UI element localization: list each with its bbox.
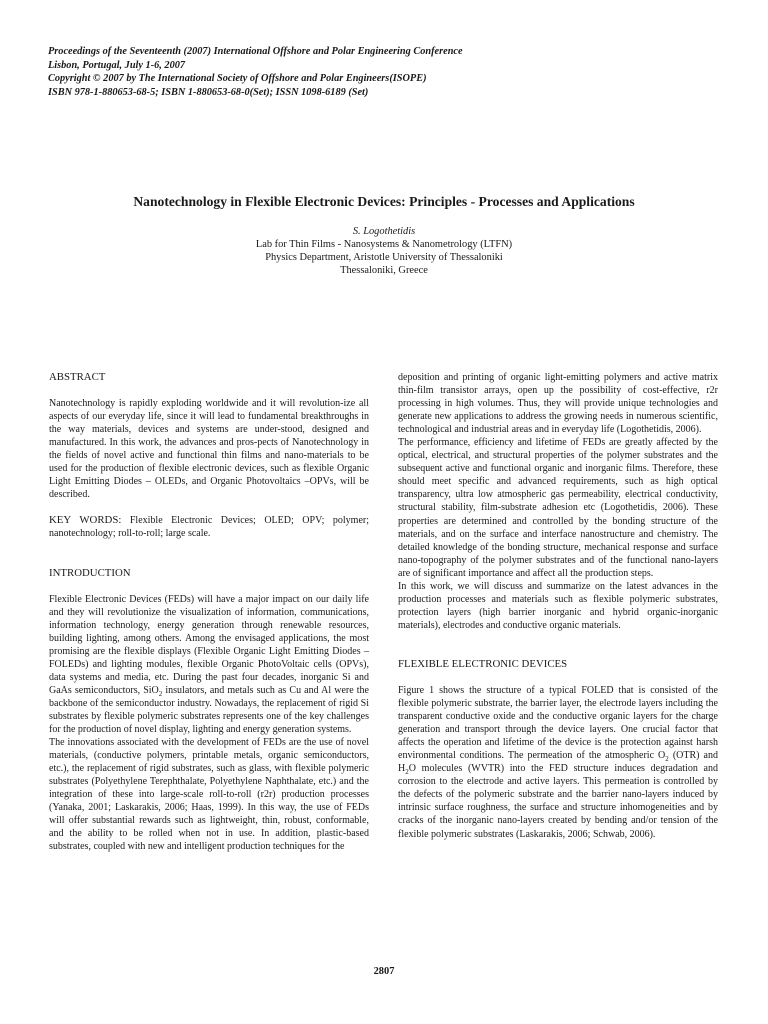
left-column <box>49 371 369 854</box>
right-paragraph-1: deposition and printing of organic light-emitting polymers and active matrix thin-film transistor arrays, open up the possibility of cost-effective, r2r processing in high volumes. Thus, they will provide unique technologies and generate new applications to address the growing needs in numerous scientific, technological and industrial areas and in everyday life (Logothetidis, 2006). <box>398 372 718 436</box>
author-name: S. Logothetidis <box>352 226 416 237</box>
fed-paragraph-1 <box>398 684 718 841</box>
author-affiliation-department: Physics Department, Aristotle University of Thessaloniki <box>265 252 503 263</box>
introduction-heading: INTRODUCTION <box>49 566 131 579</box>
author-block <box>0 225 768 277</box>
keywords-label: KEY WORDS: <box>49 514 122 527</box>
header-line-isbn: ISBN 978-1-880653-68-5; ISBN 1-880653-68-0(Set); ISSN 1098-6189 (Set) <box>48 86 369 98</box>
right-column <box>398 371 718 841</box>
keywords-paragraph <box>49 514 369 540</box>
header-line-conference: Proceedings of the Seventeenth (2007) International Offshore and Polar Engineering Conference <box>48 46 463 57</box>
abstract-heading: ABSTRACT <box>49 371 106 383</box>
author-affiliation-city: Thessaloniki, Greece <box>340 265 428 276</box>
fed-p1-subscript-o2: 2 <box>665 755 669 764</box>
fed-p1-text-b: (OTR) and H <box>398 750 718 775</box>
right-paragraph-2: The performance, efficiency and lifetime of FEDs are greatly affected by the optical, electrical, and structural properties of the polymer substrates and the subsequent active and functional organic and inorganic films. Therefore, these should meet specific and advanced requirements, such as high optical transparency, ultra low atmospheric gas permeability, electrical conductivity, structural stability, film-substrate adhesion etc (Logothetidis, 2006). These properties are determined and controlled by the bonding structure of the materials, and on the surface and interface nanostructure and chemistry. The detailed knowledge of the bonding structure, mechanical response and surface nano-topography of the polymer substrates and of the functional nano-layers are of significant importance and affect all the production steps. <box>398 437 718 579</box>
fed-p1-text-a: Figure 1 shows the structure of a typical FOLED that is consisted of the flexible polymeric substrate, the barrier layer, the electrode layers including the transparent conductive oxide and the conductive organic layers for the charge generation and transport through the device layers. One crucial factor that affects the operation and lifetime of the device is the protection against harsh environmental conditions. The permeation of the atmospheric O <box>398 684 718 762</box>
fed-p1-text-c: O molecules (WVTR) into the FED structure induces degradation and corrosion to the electrode and active layers. This permeation is controlled by the defects of the polymeric substrate and the barrier nano-layers induced by intrinsic surface roughness, the surface and structure inhomogeneities and by cracks of the inorganic nano-layers created by bending and/or tension of the flexible polymeric substrates (Laskarakis, 2006; Schwab, 2006). <box>398 763 718 840</box>
intro-paragraph-2: The innovations associated with the development of FEDs are the use of novel materials, (conductive polymers, printable metals, organic semiconductors, etc.), the replacement of rigid substrates, such as glass, with flexible polymeric substrates (Polyethylene Terephthalate, Polyethylene Naphthalate, etc.) and the integration of these into large-scale roll-to-roll (r2r) production processes (Yanaka, 2001; Laskarakis, 2006; Haas, 1999). In this way, the use of FEDs will offer substantial rewards such as lightweight, thin, robust, conformable, and the ability to be rolled when not in use. In addition, plastic-based substrates, coupled with new and intelligent production techniques for the <box>49 737 369 853</box>
page-number: 2807 <box>373 966 395 977</box>
header-line-copyright: Copyright © 2007 by The International Society of Offshore and Polar Engineers(ISOPE) <box>48 73 427 84</box>
keywords-text: Flexible Electronic Devices; OLED; OPV; polymer; nanotechnology; roll-to-roll; large scale. <box>49 515 369 540</box>
intro-p1-subscript: 2 <box>158 689 163 698</box>
paper-title: Nanotechnology in Flexible Electronic Devices: Principles - Processes and Applications <box>133 194 635 209</box>
abstract-paragraph: Nanotechnology is rapidly exploding worldwide and it will revolution-ize all aspects of our everyday life, since it will lead to fundamental breakthroughs in the way materials, devices and systems are under-stood, designed and manufactured. In this work, the advances and pros-pects of Nanotechnology in the fields of novel active and functional thin films and nano-materials to be used for the production of flexible electronic devices, such as flexible Organic Light Emitting Diodes – OLEDs, and Organic Photovoltaics –OPVs, will be described. <box>49 398 369 501</box>
fed-p1-subscript-h2o: 2 <box>405 768 409 777</box>
header-line-location: Lisbon, Portugal, July 1-6, 2007 <box>48 59 186 71</box>
intro-p1-text-a: Flexible Electronic Devices (FEDs) will have a major impact on our daily life and they will revolutionize the visualization of information, communications, information technology, energy generation through renewable resources, building lighting, among others. Among the envisaged applications, the most promising are the flexible displays (Flexible Organic Light Emitting Diodes – FOLEDs) and lighting modules, flexible Organic PhotoVoltaic cells (OPVs), data systems and media, etc. During the past four decades, inorganic Si and GaAs semiconductors, SiO <box>49 593 369 696</box>
right-paragraph-3: In this work, we will discuss and summarize on the latest advances in the production processes and materials such as flexible polymeric substrates, protection layers (high barrier inorganic and hybrid organic-inorganic materials), electrodes and conductive organic materials. <box>398 580 718 631</box>
author-affiliation-lab: Lab for Thin Films - Nanosystems & Nanometrology (LTFN) <box>255 239 513 250</box>
proceedings-header <box>48 45 728 99</box>
intro-paragraph-1 <box>49 593 369 737</box>
flexible-devices-heading: FLEXIBLE ELECTRONIC DEVICES <box>398 657 568 670</box>
intro-p1-text-b: insulators, and metals such as Cu and Al were the backbone of the semiconductor industry. Nowadays, the replacement of rigid Si substrates by flexible polymeric substrates represents one of the key challenges for the production of novel display, lighting and energy generation systems. <box>49 684 369 736</box>
